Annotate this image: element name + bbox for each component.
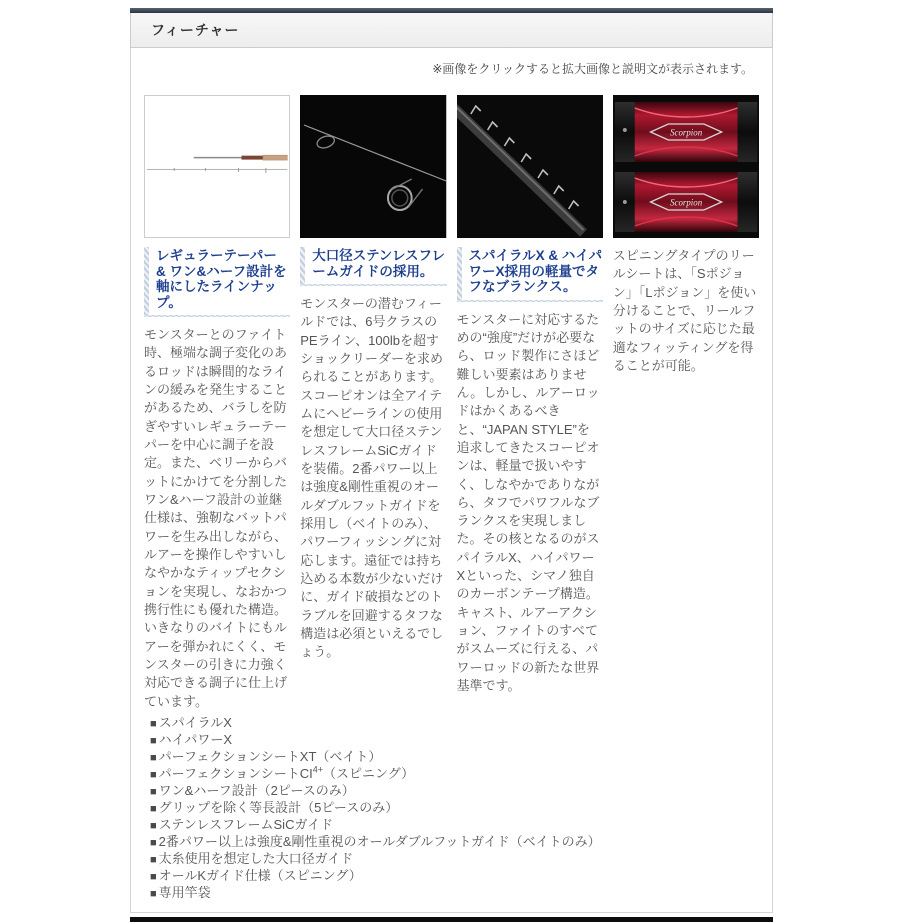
spiral-blanks-image [457,95,603,238]
feature-item: ■ ハイパワーX [150,731,233,747]
bullet-square-icon: ■ [150,870,157,883]
thumbnail-rod-lineup[interactable] [144,95,290,238]
column-guide [300,95,446,711]
bullet-square-icon: ■ [150,717,157,730]
section-bottom-divider [130,917,773,922]
feature-item: ■ オールKガイド仕様（スピニング） [150,867,362,883]
bullet-square-icon: ■ [150,734,157,747]
column-body-reel-seat: スピニングタイプのリールシートは、「Sポジョン」「Lポジョン」を使い分けることで、リールフットのサイズに応じた最適なフィッティングを得ることが可能。 [612,248,757,373]
bullet-square-icon: ■ [150,836,157,849]
bullet-square-icon: ■ [150,819,157,832]
column-blanks [457,95,603,711]
bullet-square-icon: ■ [150,768,157,781]
feature-item: ■ パーフェクションシート$CI^{4+}$（スピニング） [150,764,415,781]
feature-item: ■ 専用竿袋 [150,884,211,900]
section-header [130,13,773,48]
rod-lineup-image [144,95,290,238]
feature-item: ■ 太糸使用を想定した大口径ガイド [150,850,354,866]
bullet-square-icon: ■ [150,751,157,764]
click-to-enlarge-note: ※画像をクリックすると拡大画像と説明文が表示されます。 [432,62,753,76]
column-body-guide: モンスターの潜むフィールドでは、6号クラスのPEライン、100lbを超すショックリーダーを求められることがあります。スコーピオンは全アイテムにヘビーラインの使用を想定して大口径ステンレスフレームSiCガイドを装備。2番パワー以上は強度&剛性重視のオールダブルフットガイドを採用し（ベイトのみ）、パワーフィッシングに対応します。遠征では持ち込める本数が少ないだけに、ガイド破損などのトラブルを回避するタフな構造は必須といえるでしょう。 [300,296,444,660]
bullet-square-icon: ■ [150,802,157,815]
stainless-guide-image [300,95,446,238]
bullet-square-icon: ■ [150,785,157,798]
reel-seat-image [613,95,759,238]
feature-spec-list [144,715,759,902]
thumbnail-stainless-guide[interactable] [300,95,446,238]
feature-section [130,8,773,922]
reel-seat-top [615,102,757,162]
column-body-lineup: モンスターとのファイト時、極端な調子変化のあるロッドは瞬間的なラインの緩みを発生することがあるため、バラしを防ぎやすいレギュラーテーパーを中心に調子を設定。また、ベリーからバットにかけてを分割したワン&ハーフ設計の並継仕様は、強靭なバットパワーを生み出しながら、ルアーを操作しやすいしなやかなティップセクションを実現し、なおかつ携行性にも優れた構造。いきなりのバイトにもルアーを弾かれにくく、モンスターの引きに力強く対応できる調子に仕上げています。 [144,327,288,709]
section-title: フィーチャー [151,22,240,38]
feature-item: ■ 2番パワー以上は強度&剛性重視のオールダブルフットガイド（ベイトのみ） [150,833,601,849]
scorpion-logo-text: Scorpion [669,197,702,208]
scorpion-logo-text: Scorpion [669,127,702,138]
section-content [130,48,773,913]
feature-item: ■ スパイラルX [150,714,232,730]
thumbnail-spiral-blanks[interactable] [457,95,603,238]
feature-item: ■ ステンレスフレームSiCガイド [150,816,334,832]
column-heading-lineup: レギュラーテーパー & ワン&ハーフ設計を軸にしたラインナップ。 [144,247,290,317]
thumbnail-reel-seat[interactable] [613,95,759,238]
column-heading-blanks: スパイラルX & ハイパワーX採用の軽量でタフなブランクス。 [457,247,603,302]
bullet-square-icon: ■ [150,887,157,900]
ci4-superscript: 4+ [312,764,324,775]
column-lineup [144,95,290,711]
column-heading-guide: 大口径ステンレスフレームガイドの採用。 [300,247,446,286]
feature-item: ■ グリップを除く等長設計（5ピースのみ） [150,799,399,815]
column-reel-seat [613,95,759,711]
reel-seat-bottom [615,172,757,232]
bullet-square-icon: ■ [150,853,157,866]
column-body-blanks: モンスターに対応するための“強度”だけが必要なら、ロッド製作にさほど難しい要素はありません。しかし、ルアーロッドはかくあるべきと、“JAPAN STYLE”を追求してきたスコーピオンは、軽量で扱いやすく、しなやかでありながら、タフでパワフルなブランクスを実現しました。その核となるのがスパイラルX、ハイパワーXといった、シマノ独自のカーボンテープ構造。キャスト、ルアーアクション、ファイトのすべてがスムーズに行える、パワーロッドの新たな世界基準です。 [456,311,600,694]
feature-item: ■ パーフェクションシートXT（ベイト） [150,748,382,764]
feature-item: ■ ワン&ハーフ設計（2ピースのみ） [150,782,355,798]
feature-columns [144,95,759,711]
